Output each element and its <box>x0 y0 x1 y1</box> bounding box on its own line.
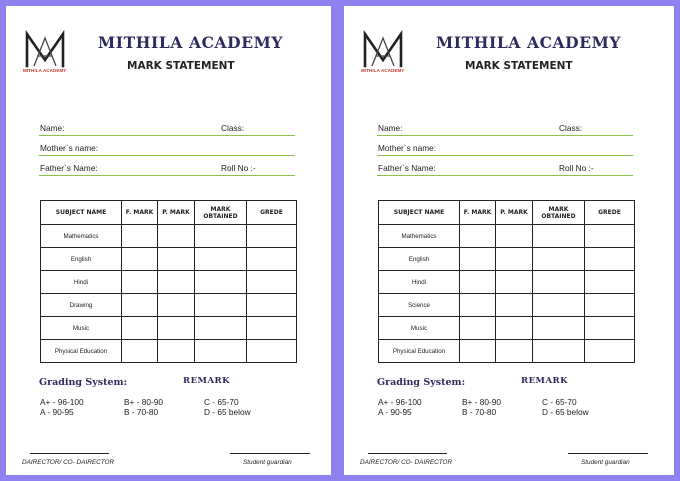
table-row <box>41 340 297 363</box>
p-mark-cell[interactable] <box>496 225 533 248</box>
director-signature-line[interactable] <box>368 453 447 454</box>
roll-no-label: Roll No :- <box>559 163 594 173</box>
grade-cell[interactable] <box>585 294 635 317</box>
mark-obtained-cell[interactable] <box>533 225 585 248</box>
name-label: Name: <box>378 123 403 133</box>
mark-obtained-cell[interactable] <box>533 248 585 271</box>
f-mark-cell[interactable] <box>460 294 496 317</box>
mother-name-label: Mother`s name: <box>378 143 437 153</box>
f-mark-cell[interactable] <box>122 248 158 271</box>
header-mark-obtained: MARK OBTAINED <box>195 201 247 225</box>
mark-obtained-cell[interactable] <box>195 317 247 340</box>
p-mark-cell[interactable] <box>158 317 195 340</box>
document-title: MARK STATEMENT <box>127 60 235 72</box>
table-header-row <box>379 201 635 225</box>
subject-name-cell: Physical Education <box>41 340 122 363</box>
grade-range: B+ - 80-90 <box>124 397 163 407</box>
header-f-mark: F. MARK <box>460 201 496 225</box>
table-row <box>41 294 297 317</box>
school-name: MITHILA ACADEMY <box>98 33 284 52</box>
subject-name-cell: Physical Education <box>379 340 460 363</box>
p-mark-cell[interactable] <box>496 248 533 271</box>
subject-name-cell: Mathematics <box>379 225 460 248</box>
grade-range: A+ - 96-100 <box>40 397 84 407</box>
academy-monogram-icon <box>361 30 405 68</box>
mark-obtained-cell[interactable] <box>533 340 585 363</box>
table-row <box>379 248 635 271</box>
header-subject-name: SUBJECT NAME <box>41 201 122 225</box>
f-mark-cell[interactable] <box>122 340 158 363</box>
mother-name-field[interactable] <box>39 138 295 156</box>
p-mark-cell[interactable] <box>496 340 533 363</box>
subject-name-cell: English <box>41 248 122 271</box>
grade-range: C - 65-70 <box>542 397 577 407</box>
mark-obtained-cell[interactable] <box>195 225 247 248</box>
f-mark-cell[interactable] <box>460 271 496 294</box>
mark-obtained-cell[interactable] <box>195 271 247 294</box>
header-f-mark: F. MARK <box>122 201 158 225</box>
p-mark-cell[interactable] <box>158 225 195 248</box>
p-mark-cell[interactable] <box>158 294 195 317</box>
grade-cell[interactable] <box>585 225 635 248</box>
academy-logo <box>361 30 405 76</box>
table-row <box>41 225 297 248</box>
subject-name-cell: Mathematics <box>41 225 122 248</box>
subject-name-cell: Hindi <box>379 271 460 294</box>
grade-range: A+ - 96-100 <box>378 397 422 407</box>
table-row <box>379 271 635 294</box>
logo-caption: MITHILA ACADEMY <box>361 68 405 73</box>
subject-name-cell: Music <box>41 317 122 340</box>
grade-cell[interactable] <box>247 248 297 271</box>
table-row <box>379 294 635 317</box>
father-name-field[interactable] <box>39 158 295 176</box>
mother-name-label: Mother`s name: <box>40 143 99 153</box>
table-row <box>41 317 297 340</box>
p-mark-cell[interactable] <box>496 317 533 340</box>
school-name: MITHILA ACADEMY <box>436 33 622 52</box>
director-signature-label: DAIRECTOR/ CO- DAIRECTOR <box>22 459 115 466</box>
mark-statement-sheet-1 <box>6 6 331 475</box>
table-header-row <box>41 201 297 225</box>
mark-obtained-cell[interactable] <box>195 340 247 363</box>
grade-range: B - 70-80 <box>124 407 159 417</box>
class-label: Class: <box>559 123 583 133</box>
subject-name-cell: Drawing <box>41 294 122 317</box>
f-mark-cell[interactable] <box>460 248 496 271</box>
class-label: Class: <box>221 123 245 133</box>
subject-name-cell: English <box>379 248 460 271</box>
header-subject-name: SUBJECT NAME <box>379 201 460 225</box>
grade-cell[interactable] <box>247 225 297 248</box>
p-mark-cell[interactable] <box>158 340 195 363</box>
subject-name-cell: Music <box>379 317 460 340</box>
marks-table <box>40 200 297 363</box>
mark-obtained-cell[interactable] <box>195 294 247 317</box>
academy-logo <box>23 30 67 76</box>
header-grade: GREDE <box>585 201 635 225</box>
subject-name-cell: Hindi <box>41 271 122 294</box>
name-field[interactable] <box>377 118 633 136</box>
remark-title: REMARK <box>183 376 230 386</box>
header-mark-obtained: MARK OBTAINED <box>533 201 585 225</box>
document-title: MARK STATEMENT <box>465 60 573 72</box>
father-name-field[interactable] <box>377 158 633 176</box>
f-mark-cell[interactable] <box>122 294 158 317</box>
header-p-mark: P. MARK <box>496 201 533 225</box>
f-mark-cell[interactable] <box>122 317 158 340</box>
header-grade: GREDE <box>247 201 297 225</box>
grade-cell[interactable] <box>247 271 297 294</box>
father-name-label: Father`s Name: <box>40 163 98 173</box>
mark-obtained-cell[interactable] <box>533 317 585 340</box>
grade-cell[interactable] <box>585 340 635 363</box>
table-row <box>379 317 635 340</box>
roll-no-label: Roll No :- <box>221 163 256 173</box>
director-signature-line[interactable] <box>30 453 109 454</box>
table-row <box>379 225 635 248</box>
table-row <box>379 340 635 363</box>
table-row <box>41 248 297 271</box>
header-p-mark: P. MARK <box>158 201 195 225</box>
grade-range: B - 70-80 <box>462 407 497 417</box>
f-mark-cell[interactable] <box>460 340 496 363</box>
mark-obtained-cell[interactable] <box>195 248 247 271</box>
academy-monogram-icon <box>23 30 67 68</box>
grade-cell[interactable] <box>585 248 635 271</box>
f-mark-cell[interactable] <box>460 225 496 248</box>
p-mark-cell[interactable] <box>158 271 195 294</box>
mother-name-field[interactable] <box>377 138 633 156</box>
grade-range: D - 65 below <box>542 407 589 417</box>
grade-range: D - 65 below <box>204 407 251 417</box>
grade-cell[interactable] <box>247 340 297 363</box>
director-signature-label: DAIRECTOR/ CO- DAIRECTOR <box>360 459 453 466</box>
mark-obtained-cell[interactable] <box>533 271 585 294</box>
father-name-label: Father`s Name: <box>378 163 436 173</box>
subject-name-cell: Science <box>379 294 460 317</box>
p-mark-cell[interactable] <box>158 248 195 271</box>
grade-range: C - 65-70 <box>204 397 239 407</box>
table-row <box>41 271 297 294</box>
name-label: Name: <box>40 123 65 133</box>
f-mark-cell[interactable] <box>122 225 158 248</box>
mark-obtained-cell[interactable] <box>533 294 585 317</box>
grade-range: B+ - 80-90 <box>462 397 501 407</box>
grade-range: A - 90-95 <box>40 407 74 417</box>
logo-caption: MITHILA ACADEMY <box>23 68 67 73</box>
p-mark-cell[interactable] <box>496 271 533 294</box>
guardian-signature-label: Student guardian <box>581 459 630 466</box>
name-field[interactable] <box>39 118 295 136</box>
f-mark-cell[interactable] <box>460 317 496 340</box>
guardian-signature-label: Student guardian <box>243 459 292 466</box>
marks-table <box>378 200 635 363</box>
grading-system-title: Grading System: <box>39 377 128 388</box>
guardian-signature-line[interactable] <box>230 453 310 454</box>
grade-cell[interactable] <box>585 317 635 340</box>
grade-cell[interactable] <box>585 271 635 294</box>
f-mark-cell[interactable] <box>122 271 158 294</box>
p-mark-cell[interactable] <box>496 294 533 317</box>
grade-cell[interactable] <box>247 317 297 340</box>
remark-title: REMARK <box>521 376 568 386</box>
grade-cell[interactable] <box>247 294 297 317</box>
mark-statement-sheet-2 <box>344 6 674 475</box>
guardian-signature-line[interactable] <box>568 453 648 454</box>
grade-range: A - 90-95 <box>378 407 412 417</box>
grading-system-title: Grading System: <box>377 377 466 388</box>
